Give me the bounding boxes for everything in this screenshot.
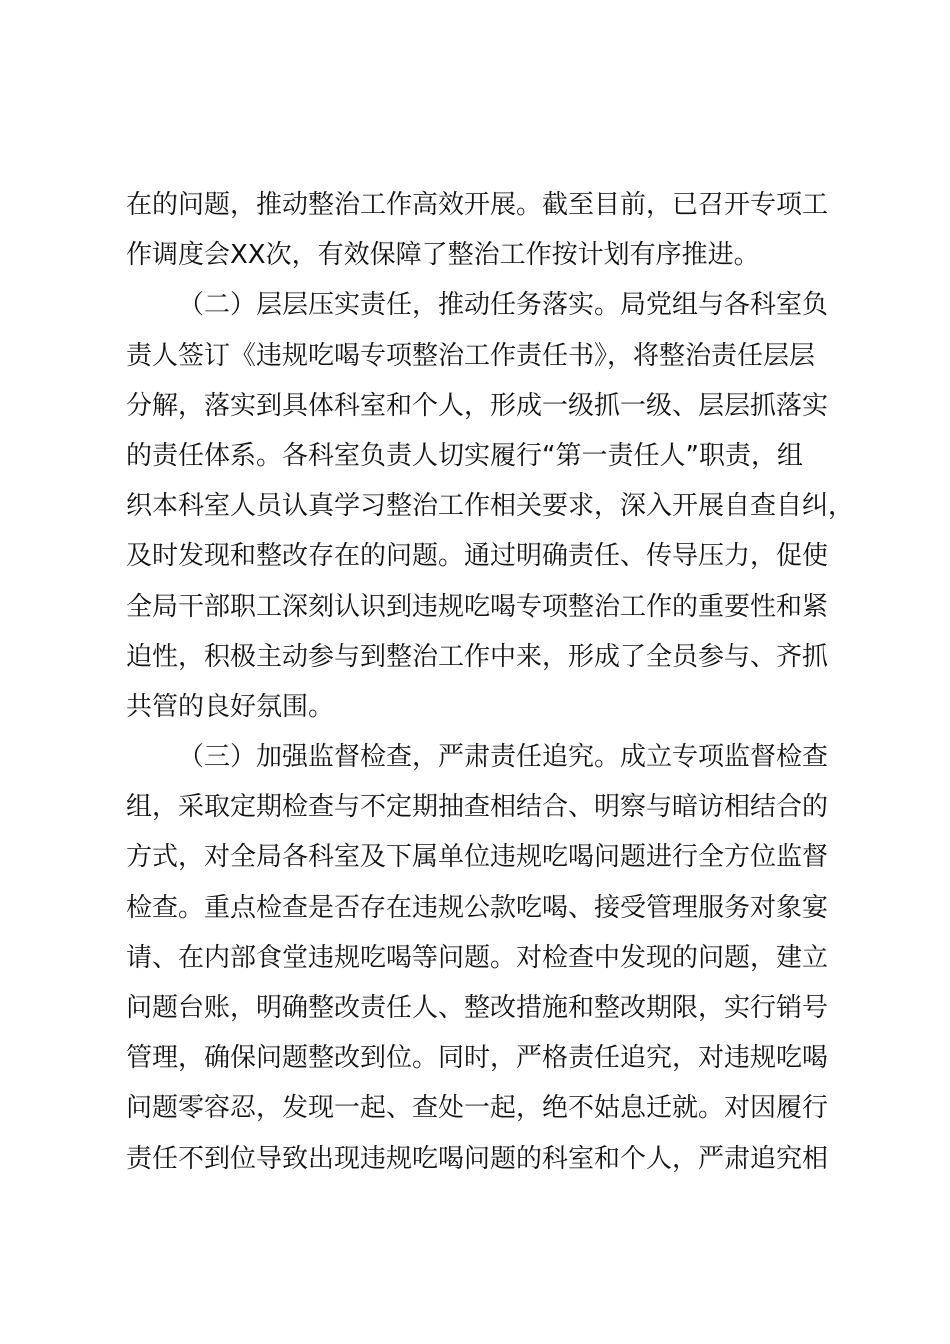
section-heading-line: （二）层层压实责任，推动任务落实。局党组与各科室负 (178, 290, 829, 321)
text-line: 的责任体系。各科室负责人切实履行“第一责任人”职责，组 (126, 440, 803, 471)
text-line: 检查。重点检查是否存在违规公款吃喝、接受管理服务对象宴 (126, 892, 829, 923)
text-line: 责任不到位导致出现违规吃喝问题的科室和个人，严肃追究相 (126, 1143, 829, 1174)
text-line: 请、在内部食堂违规吃喝等问题。对检查中发现的问题，建立 (126, 942, 829, 973)
text-line: 问题台账，明确整改责任人、整改措施和整改期限，实行销号 (126, 993, 829, 1023)
text-line: 方式，对全局各科室及下属单位违规吃喝问题进行全方位监督 (126, 842, 829, 873)
text-line: 共管的良好氛围。 (126, 691, 335, 722)
text-line: 问题零容忍，发现一起、查处一起，绝不姑息迁就。对因履行 (126, 1093, 829, 1124)
text-line: 在的问题，推动整治工作高效开展。截至目前，已召开专项工 (126, 190, 829, 220)
text-line: 分解，落实到具体科室和个人，形成一级抓一级、层层抓落实 (126, 390, 829, 421)
text-line: 全局干部职工深刻认识到违规吃喝专项整治工作的重要性和紧 (126, 591, 829, 622)
document-body (126, 180, 855, 1184)
section-heading-line: （三）加强监督检查，严肃责任追究。成立专项监督检查 (178, 742, 829, 773)
text-line: 迫性，积极主动参与到整治工作中来，形成了全员参与、齐抓 (126, 641, 829, 672)
text-line: 责人签订《违规吃喝专项整治工作责任书》，将整治责任层层 (126, 340, 816, 371)
text-line: 管理，确保问题整改到位。同时，严格责任追究，对违规吃喝 (126, 1043, 829, 1074)
text-line: 及时发现和整改存在的问题。通过明确责任、传导压力，促使 (126, 541, 829, 572)
text-line: 作调度会XX次，有效保障了整治工作按计划有序推进。 (126, 240, 760, 271)
text-line: 组，采取定期检查与不定期抽查相结合、明察与暗访相结合的 (126, 792, 829, 823)
text-line: 织本科室人员认真学习整治工作相关要求，深入开展自查自纠， (126, 491, 855, 522)
